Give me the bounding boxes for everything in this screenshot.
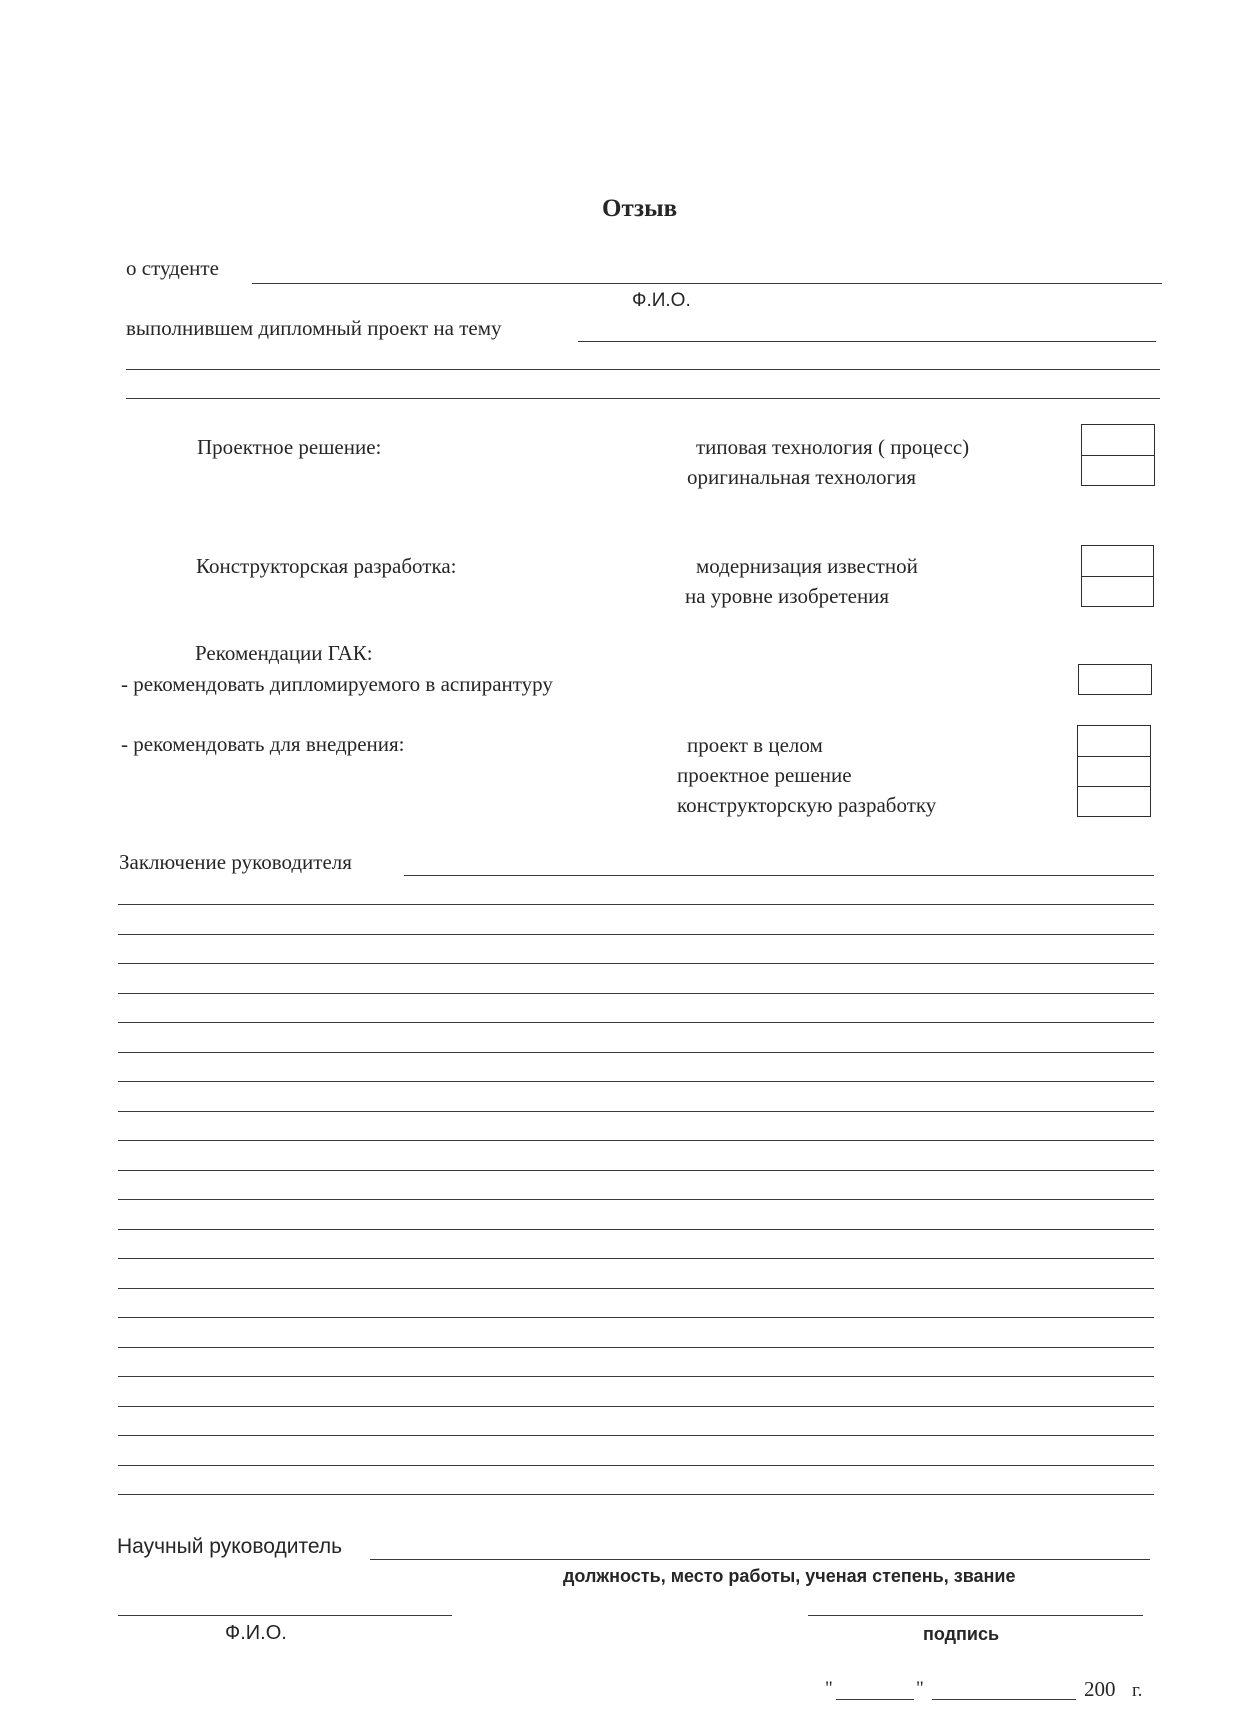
conclusion-line[interactable] [118,1465,1154,1466]
date-year-suffix: г. [1132,1680,1143,1701]
topic-field-line-3[interactable] [126,398,1160,399]
conclusion-line[interactable] [118,1258,1154,1259]
supervisor-position-hint: должность, место работы, ученая степень, звание [563,1566,1016,1586]
recommend-postgraduate: - рекомендовать дипломируемого в аспирантуру [121,672,553,696]
topic-field-line-1[interactable] [578,341,1156,342]
engineering-development-label: Конструкторская разработка: [196,554,457,578]
conclusion-line[interactable] [118,1376,1154,1377]
implementation-option-design: проектное решение [677,763,852,787]
engineering-option-modernization: модернизация известной [696,554,918,578]
supervisor-position-field[interactable] [370,1559,1150,1560]
conclusion-line[interactable] [118,1140,1154,1141]
date-year-prefix: 200 [1084,1677,1116,1701]
implementation-checkbox-group[interactable] [1077,725,1151,817]
conclusion-line[interactable] [118,934,1154,935]
date-quote-open: " [825,1678,833,1699]
conclusion-line[interactable] [118,993,1154,994]
conclusion-line[interactable] [118,1406,1154,1407]
supervisor-signature-field[interactable] [808,1615,1143,1616]
engineering-option-invention: на уровне изобретения [685,584,890,608]
engineering-development-checkbox-group[interactable] [1081,545,1154,607]
student-name-field[interactable] [252,283,1162,284]
conclusion-line[interactable] [118,1199,1154,1200]
conclusion-line[interactable] [118,1494,1154,1495]
conclusion-line[interactable] [118,1288,1154,1289]
design-solution-checkbox-group[interactable] [1081,424,1155,486]
conclusion-line[interactable] [118,1111,1154,1112]
conclusion-line[interactable] [118,1347,1154,1348]
conclusion-line[interactable] [118,1317,1154,1318]
date-day-field[interactable] [836,1699,914,1700]
student-label: о студенте [126,256,219,280]
conclusion-line[interactable] [118,1229,1154,1230]
supervisor-name-field[interactable] [118,1615,452,1616]
conclusion-line[interactable] [118,963,1154,964]
conclusion-line[interactable] [118,904,1154,905]
signature-hint: подпись [923,1624,1000,1644]
conclusion-line[interactable] [404,875,1154,876]
conclusion-line[interactable] [118,1081,1154,1082]
design-option-typical: типовая технология ( процесс) [696,435,970,459]
supervisor-label: Научный руководитель [117,1535,343,1558]
implementation-option-engineering: конструкторскую разработку [677,793,937,817]
postgraduate-checkbox[interactable] [1078,664,1152,695]
page-title: Отзыв [602,195,678,222]
date-month-field[interactable] [932,1699,1076,1700]
implementation-option-project: проект в целом [687,733,823,757]
topic-label: выполнившем дипломный проект на тему [126,316,502,340]
date-quote-close: " [916,1678,924,1699]
conclusion-line[interactable] [118,1022,1154,1023]
conclusion-line[interactable] [118,1435,1154,1436]
design-solution-label: Проектное решение: [197,435,382,459]
student-name-hint: Ф.И.О. [632,290,691,311]
conclusion-label: Заключение руководителя [119,850,352,874]
recommendations-label: Рекомендации ГАК: [195,641,373,665]
topic-field-line-2[interactable] [126,369,1160,370]
recommend-implementation-label: - рекомендовать для внедрения: [121,732,405,756]
supervisor-name-hint: Ф.И.О. [225,1622,287,1644]
conclusion-line[interactable] [118,1170,1154,1171]
design-option-original: оригинальная технология [687,465,917,489]
conclusion-line[interactable] [118,1052,1154,1053]
